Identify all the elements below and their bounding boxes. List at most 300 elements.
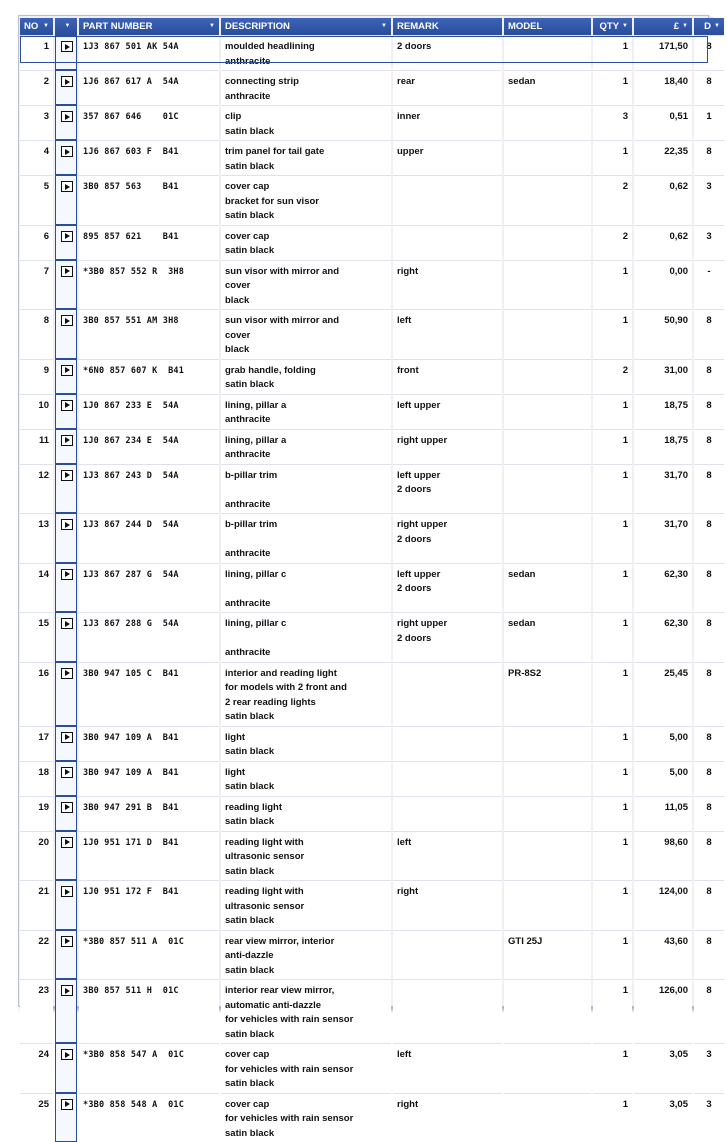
remark-line: rear [397,75,498,90]
description-line: ultrasonic sensor [225,900,387,915]
quantity-cell: 1 [593,464,632,514]
description-cell [221,662,391,726]
remark-line: left upper [397,568,498,583]
row-open-button[interactable] [55,1043,77,1093]
column-header-no[interactable] [20,18,53,35]
d-cell: 8 [694,612,724,662]
row-open-button[interactable] [55,1093,77,1142]
description-line: lining, pillar a [225,434,387,449]
description-cell [221,1093,391,1142]
remark-cell [393,880,502,930]
part-number-cell: 1J6 867 603 F B41 [79,140,219,175]
model-cell [504,1043,591,1093]
d-cell: 1 [694,105,724,140]
play-arrow-icon[interactable] [61,767,73,778]
remark-cell [393,140,502,175]
row-open-button[interactable] [55,225,77,260]
remark-cell [393,796,502,831]
quantity-cell: 3 [593,105,632,140]
description-cell [221,1043,391,1093]
d-cell: 8 [694,359,724,394]
remark-line: left [397,314,498,329]
play-arrow-icon[interactable] [61,76,73,87]
description-line: anti-dazzle [225,949,387,964]
column-header-part-number[interactable] [79,18,219,35]
remark-cell [393,260,502,310]
description-line: bracket for sun visor [225,195,387,210]
description-line: satin black [225,1028,387,1043]
row-open-button[interactable] [55,429,77,464]
description-line: anthracite [225,547,387,562]
d-cell: 3 [694,1043,724,1093]
description-line: clip [225,110,387,125]
part-number-cell: 1J3 867 287 G 54A [79,563,219,613]
remark-line: right upper [397,617,498,632]
row-open-button[interactable] [55,612,77,662]
remark-line: left upper [397,469,498,484]
part-number-cell: 3B0 857 563 B41 [79,175,219,225]
remark-cell [393,359,502,394]
description-line: for models with 2 front and [225,681,387,696]
quantity-cell: 1 [593,70,632,105]
part-number-cell: *3B0 858 547 A 01C [79,1043,219,1093]
model-cell [504,513,591,563]
remark-cell [393,1043,502,1093]
description-cell [221,140,391,175]
part-number-cell: 1J0 951 171 D B41 [79,831,219,881]
remark-line: right [397,1098,498,1113]
quantity-cell: 1 [593,761,632,796]
model-cell [504,726,591,761]
description-line: anthracite [225,498,387,513]
part-number-cell: 1J0 867 233 E 54A [79,394,219,429]
quantity-cell: 1 [593,1093,632,1142]
d-cell: 8 [694,140,724,175]
d-cell: 8 [694,464,724,514]
quantity-cell: 1 [593,429,632,464]
row-open-button[interactable] [55,260,77,310]
model-cell [504,225,591,260]
description-line: reading light with [225,885,387,900]
row-number: 5 [20,175,53,225]
remark-line: 2 doors [397,40,498,55]
remark-line: right upper [397,518,498,533]
description-cell [221,309,391,359]
model-cell: GTI 25J [504,930,591,980]
remark-line: front [397,364,498,379]
d-cell: 8 [694,930,724,980]
d-cell: 8 [694,35,724,70]
price-cell: 22,35 [634,140,692,175]
play-arrow-icon[interactable] [61,365,73,376]
description-line: sun visor with mirror and [225,265,387,280]
row-open-button[interactable] [55,35,77,70]
play-arrow-icon[interactable] [61,668,73,679]
play-arrow-icon[interactable] [61,400,73,411]
description-line: interior rear view mirror, [225,984,387,999]
row-number: 24 [20,1043,53,1093]
d-cell: - [694,260,724,310]
remark-cell [393,979,502,1043]
model-cell: sedan [504,70,591,105]
remark-cell [393,464,502,514]
column-header-remark-label: REMARK [397,18,439,35]
remark-cell [393,726,502,761]
remark-line: left [397,1048,498,1063]
d-cell: 3 [694,225,724,260]
row-open-button[interactable] [55,880,77,930]
play-arrow-icon[interactable] [61,569,73,580]
model-cell [504,1093,591,1142]
description-cell [221,225,391,260]
play-arrow-icon[interactable] [61,1049,73,1060]
row-open-button[interactable] [55,930,77,980]
remark-line: 2 doors [397,483,498,498]
row-open-button[interactable] [55,831,77,881]
row-number: 4 [20,140,53,175]
remark-line: 2 doors [397,632,498,647]
sort-arrow-icon: ▼ [714,18,720,35]
row-open-button[interactable] [55,140,77,175]
description-line [225,582,387,597]
description-line [225,533,387,548]
quantity-cell: 1 [593,563,632,613]
description-line: satin black [225,244,387,259]
description-cell [221,796,391,831]
model-cell [504,394,591,429]
row-number: 12 [20,464,53,514]
part-number-cell: 3B0 857 551 AM 3H8 [79,309,219,359]
part-number-cell: 1J0 867 234 E 54A [79,429,219,464]
row-number: 2 [20,70,53,105]
quantity-cell: 2 [593,175,632,225]
play-arrow-icon[interactable] [61,231,73,242]
description-line: cover cap [225,1048,387,1063]
d-cell: 8 [694,309,724,359]
description-line: light [225,766,387,781]
column-header-remark[interactable] [393,18,502,35]
play-arrow-icon[interactable] [61,802,73,813]
description-cell [221,979,391,1043]
play-arrow-icon[interactable] [61,146,73,157]
remark-line: right [397,265,498,280]
model-cell [504,309,591,359]
description-cell [221,35,391,70]
price-cell: 5,00 [634,761,692,796]
d-cell: 8 [694,831,724,881]
description-line: anthracite [225,448,387,463]
row-open-button[interactable] [55,70,77,105]
price-cell: 126,00 [634,979,692,1043]
play-arrow-icon[interactable] [61,470,73,481]
row-number: 21 [20,880,53,930]
d-cell: 8 [694,796,724,831]
description-cell [221,175,391,225]
remark-cell [393,662,502,726]
description-line: lining, pillar c [225,568,387,583]
description-line: connecting strip [225,75,387,90]
quantity-cell: 1 [593,260,632,310]
model-cell [504,359,591,394]
price-cell: 5,00 [634,726,692,761]
row-number: 7 [20,260,53,310]
row-number: 9 [20,359,53,394]
play-arrow-icon[interactable] [61,936,73,947]
row-open-button[interactable] [55,662,77,726]
row-number: 17 [20,726,53,761]
play-arrow-icon[interactable] [61,837,73,848]
play-arrow-icon[interactable] [61,111,73,122]
part-number-cell: 357 867 646 01C [79,105,219,140]
description-line: cover cap [225,180,387,195]
model-cell [504,796,591,831]
description-cell [221,726,391,761]
description-cell [221,563,391,613]
quantity-cell: 1 [593,831,632,881]
play-arrow-icon[interactable] [61,266,73,277]
column-header-model[interactable] [504,18,591,35]
play-arrow-icon[interactable] [61,985,73,996]
row-number: 15 [20,612,53,662]
row-number: 3 [20,105,53,140]
part-number-cell: 3B0 947 109 A B41 [79,726,219,761]
quantity-cell: 1 [593,1043,632,1093]
description-line: cover [225,329,387,344]
remark-line: inner [397,110,498,125]
d-cell: 3 [694,1093,724,1142]
model-cell [504,761,591,796]
part-number-cell: 1J3 867 243 D 54A [79,464,219,514]
d-cell: 8 [694,761,724,796]
description-line: reading light with [225,836,387,851]
play-arrow-icon[interactable] [61,435,73,446]
row-open-button[interactable] [55,761,77,796]
quantity-cell: 1 [593,930,632,980]
sort-arrow-icon: ▼ [209,18,215,35]
column-header-select[interactable] [55,18,77,35]
row-number: 13 [20,513,53,563]
quantity-cell: 1 [593,140,632,175]
description-cell [221,612,391,662]
play-arrow-icon[interactable] [61,41,73,52]
model-cell [504,831,591,881]
remark-line: left upper [397,399,498,414]
description-line: cover cap [225,1098,387,1113]
price-cell: 31,70 [634,464,692,514]
play-arrow-icon[interactable] [61,886,73,897]
d-cell: 8 [694,70,724,105]
row-open-button[interactable] [55,726,77,761]
row-open-button[interactable] [55,105,77,140]
play-arrow-icon[interactable] [61,618,73,629]
description-line: satin black [225,745,387,760]
column-header-description-label: DESCRIPTION [225,18,290,35]
description-line: for vehicles with rain sensor [225,1063,387,1078]
remark-cell [393,70,502,105]
model-cell: PR-8S2 [504,662,591,726]
description-cell [221,513,391,563]
sort-arrow-icon: ▼ [43,18,49,35]
description-line: b-pillar trim [225,518,387,533]
price-cell: 124,00 [634,880,692,930]
column-header-no-label: NO [24,18,38,35]
row-number: 23 [20,979,53,1043]
description-line: light [225,731,387,746]
price-cell: 31,70 [634,513,692,563]
remark-cell [393,429,502,464]
description-cell [221,831,391,881]
row-number: 19 [20,796,53,831]
description-cell [221,70,391,105]
price-cell: 0,62 [634,175,692,225]
remark-cell [393,513,502,563]
remark-line: right upper [397,434,498,449]
quantity-cell: 1 [593,880,632,930]
description-line [225,483,387,498]
row-open-button[interactable] [55,394,77,429]
row-open-button[interactable] [55,796,77,831]
sort-arrow-icon: ▼ [682,18,688,35]
part-number-cell: 3B0 857 511 H 01C [79,979,219,1043]
row-open-button[interactable] [55,563,77,613]
d-cell: 3 [694,175,724,225]
play-arrow-icon[interactable] [61,181,73,192]
description-line: for vehicles with rain sensor [225,1013,387,1028]
row-number: 22 [20,930,53,980]
description-line: satin black [225,815,387,830]
part-number-cell: *3B0 858 548 A 01C [79,1093,219,1142]
d-cell: 8 [694,880,724,930]
remark-cell [393,309,502,359]
column-header-d[interactable] [694,18,724,35]
model-cell [504,105,591,140]
row-number: 16 [20,662,53,726]
description-cell [221,880,391,930]
part-number-cell: *6N0 857 607 K B41 [79,359,219,394]
price-cell: 0,62 [634,225,692,260]
description-line: lining, pillar c [225,617,387,632]
remark-cell [393,175,502,225]
quantity-cell: 1 [593,394,632,429]
play-arrow-icon[interactable] [61,519,73,530]
column-header-qty[interactable] [593,18,632,35]
description-line: 2 rear reading lights [225,696,387,711]
quantity-cell: 1 [593,662,632,726]
play-arrow-icon[interactable] [61,732,73,743]
remark-cell [393,930,502,980]
part-number-cell: 3B0 947 105 C B41 [79,662,219,726]
description-line: anthracite [225,90,387,105]
remark-cell [393,394,502,429]
description-line: anthracite [225,646,387,661]
description-cell [221,464,391,514]
column-header-qty-label: QTY [600,18,620,35]
part-number-cell: 1J3 867 244 D 54A [79,513,219,563]
remark-cell [393,1093,502,1142]
price-cell: 11,05 [634,796,692,831]
description-line: sun visor with mirror and [225,314,387,329]
row-open-button[interactable] [55,359,77,394]
part-number-cell: 3B0 947 109 A B41 [79,761,219,796]
description-line: for vehicles with rain sensor [225,1112,387,1127]
price-cell: 98,60 [634,831,692,881]
description-cell [221,359,391,394]
remark-cell [393,225,502,260]
quantity-cell: 1 [593,796,632,831]
d-cell: 8 [694,429,724,464]
model-cell [504,979,591,1043]
row-open-button[interactable] [55,979,77,1043]
description-line: satin black [225,865,387,880]
parts-list-window [18,15,709,1007]
price-cell: 50,90 [634,309,692,359]
price-cell: 0,00 [634,260,692,310]
description-line: lining, pillar a [225,399,387,414]
quantity-cell: 1 [593,35,632,70]
description-line: reading light [225,801,387,816]
description-line: anthracite [225,597,387,612]
description-line: satin black [225,209,387,224]
description-line: satin black [225,378,387,393]
play-arrow-icon[interactable] [61,1099,73,1110]
row-number: 11 [20,429,53,464]
description-cell [221,394,391,429]
description-cell [221,761,391,796]
remark-cell [393,612,502,662]
description-line: rear view mirror, interior [225,935,387,950]
quantity-cell: 1 [593,309,632,359]
description-line: b-pillar trim [225,469,387,484]
remark-line: left [397,836,498,851]
description-line: satin black [225,160,387,175]
quantity-cell: 2 [593,359,632,394]
description-line: interior and reading light [225,667,387,682]
description-line: cover [225,279,387,294]
play-arrow-icon[interactable] [61,315,73,326]
part-number-cell: 3B0 947 291 B B41 [79,796,219,831]
row-open-button[interactable] [55,309,77,359]
d-cell: 8 [694,513,724,563]
remark-line: 2 doors [397,582,498,597]
d-cell: 8 [694,726,724,761]
part-number-cell: *3B0 857 552 R 3H8 [79,260,219,310]
description-line: automatic anti-dazzle [225,999,387,1014]
description-cell [221,260,391,310]
row-number: 14 [20,563,53,613]
sort-arrow-icon: ▼ [622,18,628,35]
description-line: satin black [225,1077,387,1092]
description-line: anthracite [225,55,387,70]
model-cell: sedan [504,612,591,662]
row-open-button[interactable] [55,464,77,514]
price-cell: 3,05 [634,1043,692,1093]
description-line: black [225,294,387,309]
row-number: 10 [20,394,53,429]
description-line: satin black [225,125,387,140]
column-header-description[interactable] [221,18,391,35]
price-cell: 62,30 [634,612,692,662]
d-cell: 8 [694,662,724,726]
remark-line: 2 doors [397,533,498,548]
part-number-cell: 1J6 867 617 A 54A [79,70,219,105]
column-header-price[interactable] [634,18,692,35]
row-open-button[interactable] [55,175,77,225]
part-number-cell: *3B0 857 511 A 01C [79,930,219,980]
description-line: moulded headlining [225,40,387,55]
sort-arrow-icon: ▼ [65,18,71,35]
row-open-button[interactable] [55,513,77,563]
description-line: black [225,343,387,358]
